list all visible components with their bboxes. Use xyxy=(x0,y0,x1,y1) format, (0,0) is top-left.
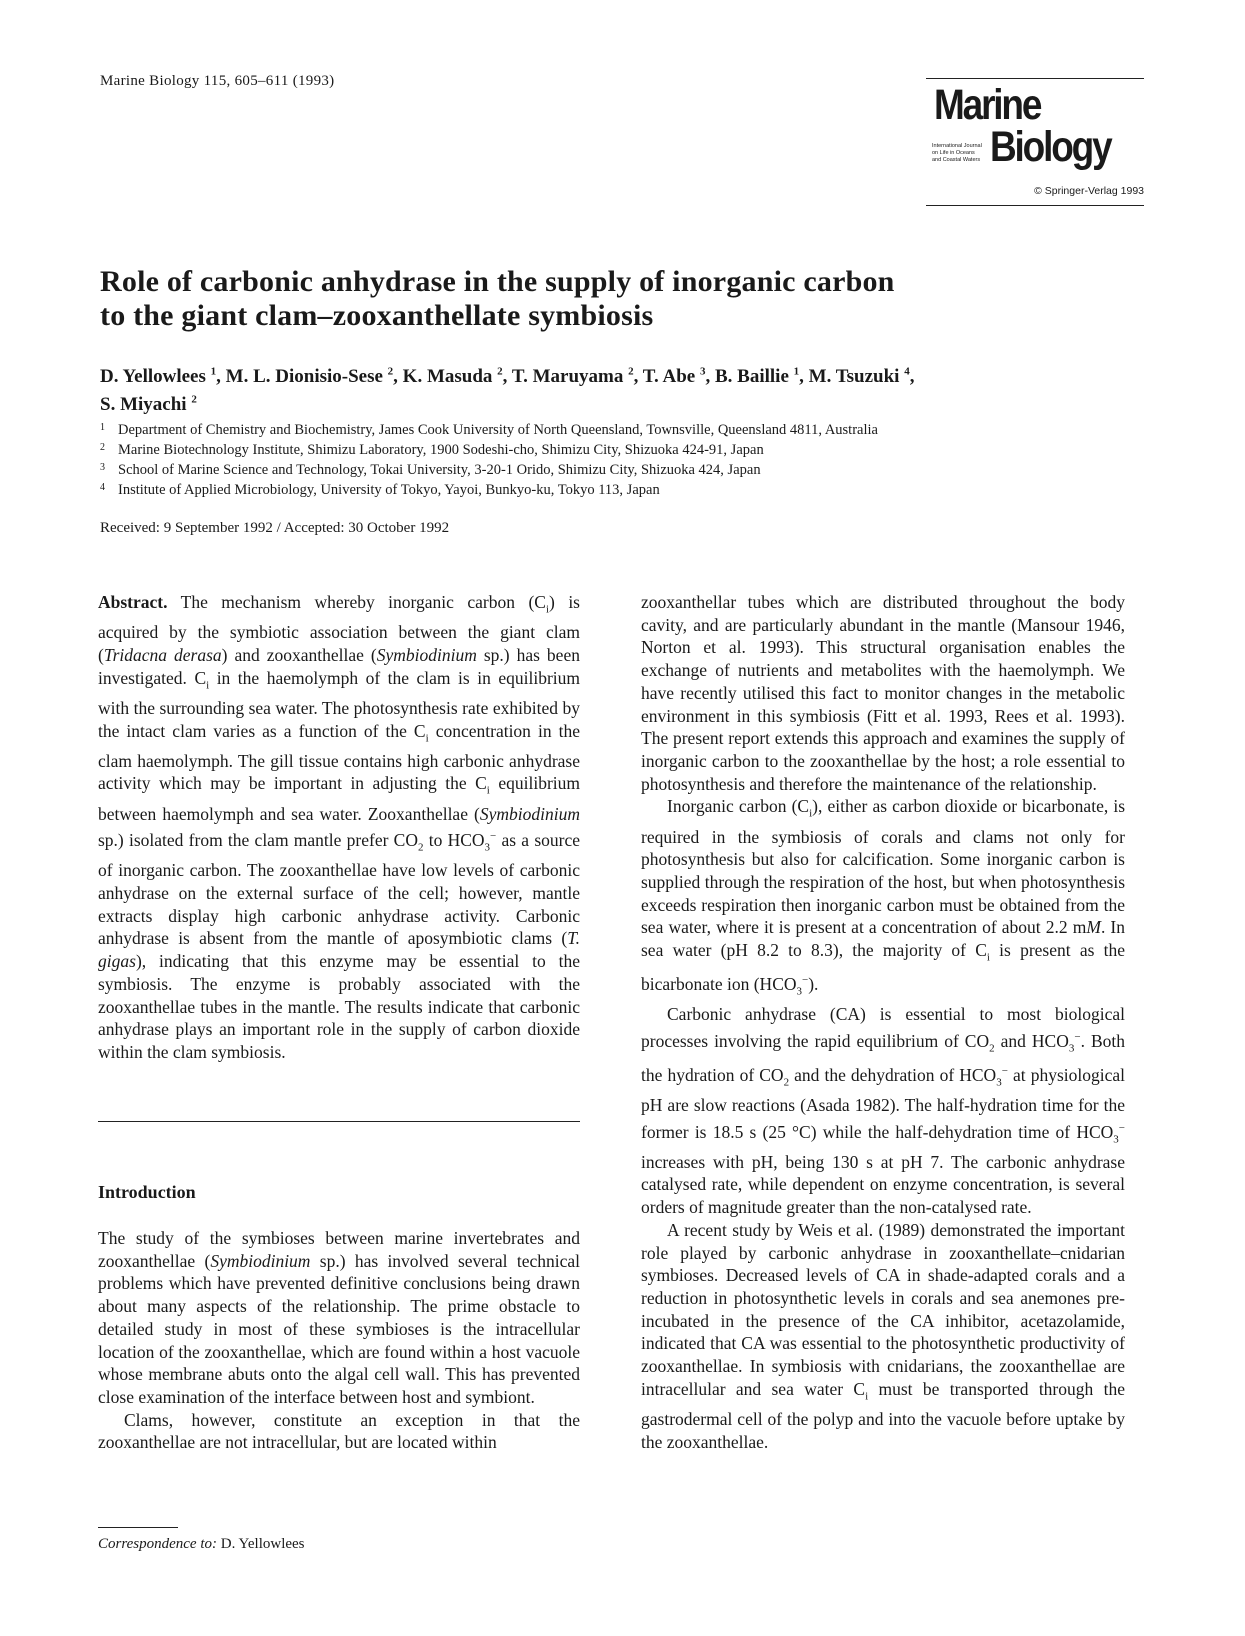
logo-copyright: © Springer-Verlag 1993 xyxy=(1034,185,1144,197)
author: D. Yellowlees $^1$, xyxy=(100,366,226,388)
author: T. Maruyama $^2$, xyxy=(511,366,643,388)
paragraph: Inorganic carbon $(C_i)$, either as carbon dioxide or bicarbonate, is required in the symbiosis of corals and clams not only for photosynthesis but also for calcification. Some inorganic carbon is supplied through the respiration of the host, but when photosynthesis exceeds respiration then inorganic carbon must be obtained from the sea water, where it is present at a concentration of about 2.2 mM. In sea water (pH 8.2 to 8.3), the majority of $C_i$ is present as the bicarbonate ion $(HCO_3^-)$. xyxy=(641,796,1126,998)
logo-top-rule xyxy=(926,78,1144,79)
abstract-label: Abstract. xyxy=(98,592,168,612)
logo-tagline-line: and Coastal Waters xyxy=(932,157,981,163)
journal-reference: Marine Biology 115, 605–611 (1993) xyxy=(100,73,335,89)
logo-bottom-rule xyxy=(926,205,1144,206)
article-title xyxy=(100,265,895,333)
title-line: to the giant clam–zooxanthellate symbiosis xyxy=(100,299,654,332)
paragraph: A recent study by Weis et al. (1989) demonstrated the important role played by carbonic anhydrase in zooxanthellate–cnidarian symbioses. Decreased levels of CA in shade-adapted corals and a reduction in photosynthetic levels in corals and sea anemones pre-incubated in the presence of the CA inhibitor, acetazolamide, indicated that CA was essential to the photosynthetic productivity of zooxanthellae. In symbiosis with cnidarians, the zooxanthellae are intracellular and sea water $C_i$ must be transported through the gastrodermal cell of the polyp and into the vacuole before uptake by the zooxanthellae. xyxy=(641,1219,1125,1452)
journal-logo xyxy=(926,78,1144,207)
author: T. Abe $^3$, xyxy=(642,366,715,388)
paragraph: Carbonic anhydrase (CA) is essential to most biological processes involving the rapid equilibrium of $CO_2$ and $HCO_3^-$. Both the hydration of $CO_2$ and the dehydration of $HCO_3^-$ at physiological pH are slow reactions (Asada 1982). The half-hydration time for the former is 18.5 s (25 °C) while the half-dehydration time of $HCO_3^-$ increases with pH, being 130 s at pH 7. The carbonic anhydrase catalysed rate, while dependent on enzyme concentration, is several orders of magnitude greater than the non-catalysed rate. xyxy=(641,1004,1125,1218)
received-accepted-dates: Received: 9 September 1992 / Accepted: 30 October 1992 xyxy=(100,520,450,536)
logo-tagline-line: on Life in Oceans xyxy=(932,150,975,156)
author: K. Masuda $^2$, xyxy=(402,366,512,388)
introduction-heading: Introduction xyxy=(98,1182,196,1202)
logo-tagline-line: International Journal xyxy=(932,143,982,149)
author-list xyxy=(100,361,1100,416)
author: B. Baillie $^1$, xyxy=(714,366,809,388)
author: S. Miyachi $^2$ xyxy=(100,393,197,415)
logo-biology-text: Biology xyxy=(990,123,1111,171)
introduction-text xyxy=(98,1227,580,1454)
paragraph: zooxanthellar tubes which are distributed throughout the body cavity, and are particularly abundant in the mantle (Mansour 1946, Norton et al. 1993). This structural organisation enables the exchange of nutrients and metabolites with the haemolymph. We have recently utilised this fact to monitor changes in the metabolic environment in this symbiosis (Fitt et al. 1993, Rees et al. 1993). The present report extends this approach and examines the supply of inorganic carbon to the zooxanthellae by the host; a role essential to photosynthesis and therefore the maintenance of the relationship. xyxy=(641,592,1125,794)
correspondence-note: Correspondence to: D. Yellowlees xyxy=(98,1536,305,1552)
footnote-rule xyxy=(98,1527,178,1528)
abstract-divider xyxy=(98,1121,580,1122)
title-line: Role of carbonic anhydrase in the supply of inorganic carbon xyxy=(100,265,895,298)
logo-tagline xyxy=(932,143,992,164)
affiliation: 3 School of Marine Science and Technology, Tokai University, 3-20-1 Orido, Shimizu City, Shizuoka 424, Japan xyxy=(100,462,761,478)
abstract-text: Abstract. The mechanism whereby inorganic carbon $(C_i)$ is acquired by the symbiotic association between the giant clam (Tridacna derasa) and zooxanthellae (Symbiodinium sp.) has been investigated. $C_i$ in the haemolymph of the clam is in equilibrium with the surrounding sea water. The photosynthesis rate exhibited by the intact clam varies as a function of the $C_i$ concentration in the clam haemolymph. The gill tissue contains high carbonic anhydrase activity which may be important in adjusting the $C_i$ equilibrium between haemolymph and sea water. Zooxanthellae (Symbiodinium sp.) isolated from the clam mantle prefer $CO_2$ to $HCO_3^-$ as a source of inorganic carbon. The zooxanthellae have low levels of carbonic anhydrase on the external surface of the cell; however, mantle extracts display high carbonic anhydrase activity. Carbonic anhydrase is absent from the mantle of aposymbiotic clams (T. gigas), indicating that this enzyme may be essential to the symbiosis. The enzyme is probably associated with the zooxanthellae tubes in the mantle. The results indicate that carbonic anhydrase plays an important role in the supply of carbon dioxide within the clam symbiosis. xyxy=(98,592,580,1062)
logo-marine-text: Marine xyxy=(934,81,1041,129)
affiliation: 4 Institute of Applied Microbiology, University of Tokyo, Yayoi, Bunkyo-ku, Tokyo 113, Japan xyxy=(100,482,660,498)
abstract xyxy=(98,591,580,1064)
affiliation: 1 Department of Chemistry and Biochemistry, James Cook University of North Queensland, Townsville, Queensland 4811, Australia xyxy=(100,422,878,438)
paragraph: The study of the symbioses between marine invertebrates and zooxanthellae (Symbiodinium sp.) has involved several technical problems which have prevented definitive conclusions being drawn about many aspects of the relationship. The prime obstacle to detailed study in most of these symbioses is the intracellular location of the zooxanthellae, which are found within a host vacuole whose membrane abuts onto the algal cell wall. This has prevented close examination of the interface between host and symbiont. xyxy=(98,1228,580,1407)
affiliation: 2 Marine Biotechnology Institute, Shimizu Laboratory, 1900 Sodeshi-cho, Shimizu City, Shizuoka 424-91, Japan xyxy=(100,442,764,458)
affiliation-list xyxy=(100,420,1140,500)
author: M. Tsuzuki $^4$, xyxy=(808,366,915,388)
paragraph: Clams, however, constitute an exception in that the zooxanthellae are not intracellular, but are located within xyxy=(98,1409,580,1453)
right-column-text xyxy=(641,591,1125,1453)
author: M. L. Dionisio-Sese $^2$, xyxy=(225,366,403,388)
